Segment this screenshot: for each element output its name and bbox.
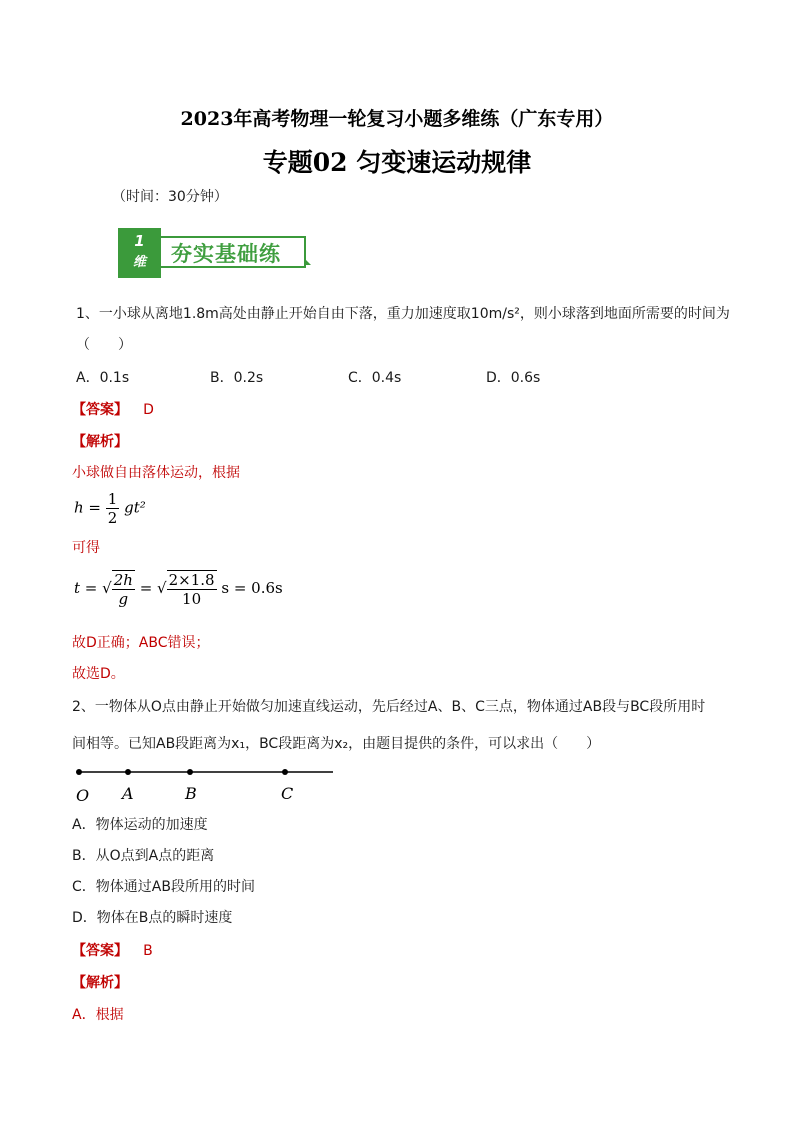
banner-tail (304, 258, 311, 265)
eq2-root2 (167, 570, 217, 608)
point-b-dot (187, 769, 193, 775)
eq2-left: t = (74, 579, 103, 597)
q1-answer: D (143, 402, 154, 418)
point-b-label: B (185, 784, 197, 803)
eq1-fraction (106, 490, 120, 527)
q1-analysis-4: 故选D。 (72, 666, 125, 682)
point-o-label: O (76, 786, 90, 805)
q1-option-c: C．0.4s (348, 370, 402, 386)
q1-option-d: D．0.6s (486, 370, 541, 386)
q2-answer: B (143, 943, 153, 959)
document-title: 2023年高考物理一轮复习小题多维练（广东专用） (180, 108, 614, 130)
eq1-den: 2 (107, 509, 118, 527)
eq1-right: gt² (124, 498, 146, 517)
eq2-root2-num: 2×1.8 (168, 571, 215, 589)
q2-answer-tag: 【答案】 (72, 943, 128, 959)
q1-analysis-1: 小球做自由落体运动，根据 (72, 465, 240, 481)
section-banner (118, 228, 318, 278)
point-a-dot (125, 769, 131, 775)
banner-label: 夯实基础练 (171, 242, 281, 266)
eq2-root2-den: 10 (182, 590, 202, 608)
q1-equation-2: t = √ $\frac{2h}{g}$ = √ $\frac{2\times 1.8}{10}$ s = 0.6s (74, 571, 283, 608)
q1-answer-row (72, 399, 154, 419)
time-limit: （时间：30分钟） (112, 189, 228, 205)
point-a-label: A (122, 784, 134, 803)
q2-option-a: A．物体运动的加速度 (72, 817, 208, 833)
point-c-dot (282, 769, 288, 775)
q2-option-b: B．从O点到A点的距离 (72, 848, 215, 864)
q2-answer-row (72, 940, 153, 960)
q2-stem-line1: 2、一物体从O点由静止开始做匀加速直线运动，先后经过A、B、C三点，物体通过AB段与BC段所用时 (72, 699, 706, 715)
q2-analysis-1: A．根据 (72, 1007, 124, 1023)
q2-line-diagram (70, 760, 350, 810)
eq2-root1-num: 2h (113, 571, 133, 589)
q2-option-c: C．物体通过AB段所用的时间 (72, 879, 255, 895)
banner-number: 1 (134, 232, 145, 250)
banner-wei: 维 (132, 255, 146, 270)
point-c-label: C (281, 784, 294, 803)
point-o-dot (76, 769, 82, 775)
eq1-num: 1 (107, 490, 118, 508)
q1-analysis-3: 故D正确；ABC错误； (72, 635, 210, 651)
document-subtitle: 专题02 匀变速运动规律 (262, 148, 532, 177)
q2-analysis-tag: 【解析】 (72, 975, 128, 991)
q2-option-d: D．物体在B点的瞬时速度 (72, 910, 233, 926)
q1-stem-line1: 1、一小球从离地1.8m高处由静止开始自由下落，重力加速度取10m/s²，则小球落到地面所需要的时间为 (76, 306, 730, 322)
eq2-root1 (112, 570, 135, 608)
q1-answer-tag: 【答案】 (72, 402, 128, 418)
eq2-right: s = 0.6s (221, 579, 283, 597)
q2-stem-line2: 间相等。已知AB段距离为x₁，BC段距离为x₂，由题目提供的条件，可以求出（ ） (72, 736, 601, 752)
eq1-left: h = (74, 498, 106, 517)
q1-option-a: A．0.1s (76, 370, 130, 386)
q1-equation-1 (74, 490, 146, 527)
banner-badge (118, 228, 161, 278)
eq2-root1-den: g (118, 590, 129, 608)
q1-stem-line2: （ ） (76, 337, 132, 353)
q1-option-b: B．0.2s (210, 370, 264, 386)
q1-analysis-2: 可得 (72, 540, 100, 556)
q1-analysis-tag: 【解析】 (72, 434, 128, 450)
